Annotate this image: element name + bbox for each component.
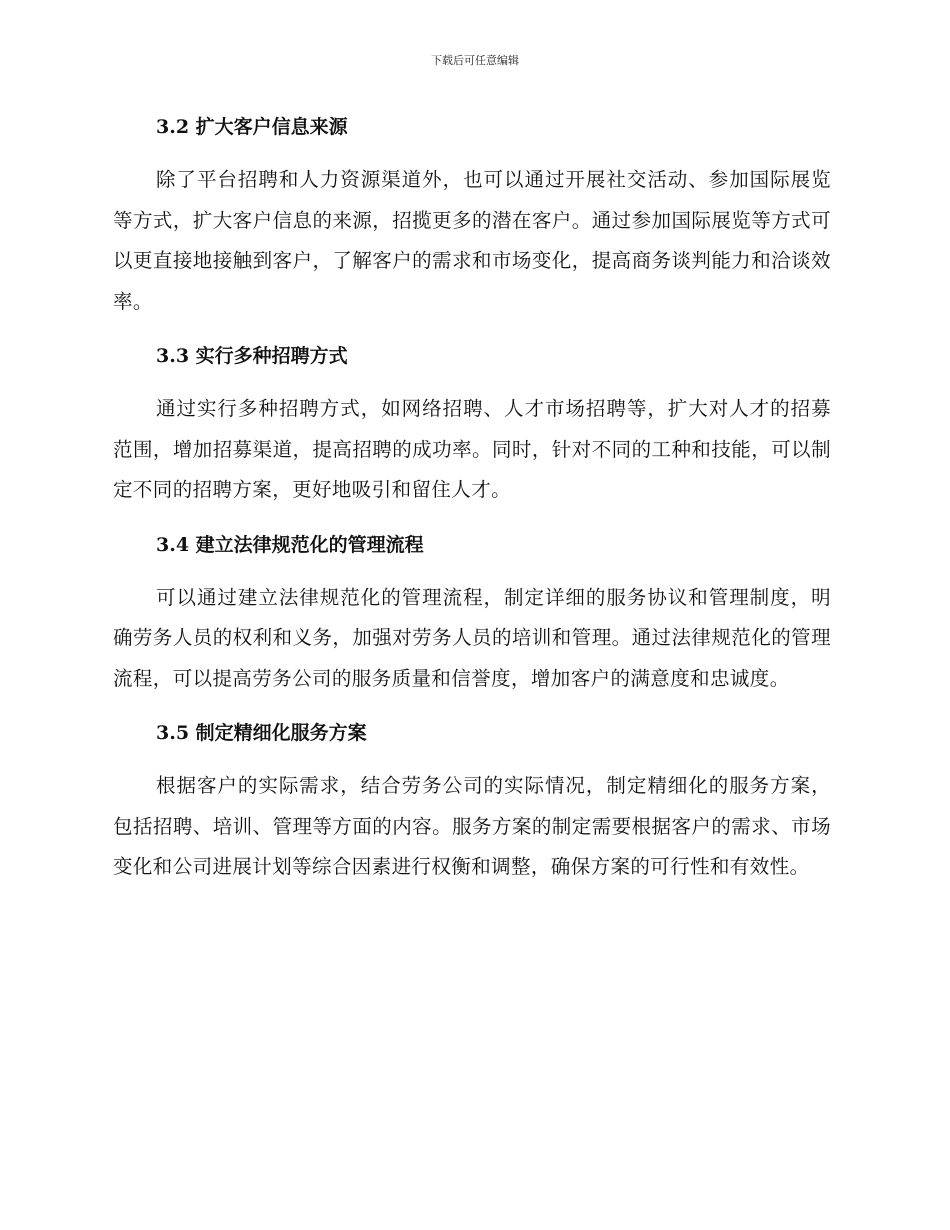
section-paragraph-3-3: 通过实行多种招聘方式，如网络招聘、人才市场招聘等，扩大对人才的招募范围，增加招募渠道，提高招聘的成功率。同时，针对不同的工种和技能，可以制定不同的招聘方案，更好地吸引和留住人才。 [113,397,831,501]
section-heading-3-3: 3.3 实行多种招聘方式 [156,345,348,367]
page-header: 下载后可任意编辑 [431,54,519,67]
section-paragraph-3-5: 根据客户的实际需求，结合劳务公司的实际情况，制定精细化的服务方案，包括招聘、培训、管理等方面的内容。服务方案的制定需要根据客户的需求、市场变化和公司进展计划等综合因素进行权衡和调整，确保方案的可行性和有效性。 [113,774,831,878]
section-paragraph-3-2: 除了平台招聘和人力资源渠道外，也可以通过开展社交活动、参加国际展览等方式，扩大客户信息的来源，招揽更多的潜在客户。通过参加国际展览等方式可以更直接地接触到客户，了解客户的需求和市场变化，提高商务谈判能力和洽谈效率。 [113,168,831,313]
section-heading-3-5: 3.5 制定精细化服务方案 [156,722,367,744]
document-body [113,106,831,888]
section-heading-3-4: 3.4 建立法律规范化的管理流程 [156,533,424,556]
section-heading-3-2: 3.2 扩大客户信息来源 [156,116,348,138]
section-paragraph-3-4: 可以通过建立法律规范化的管理流程，制定详细的服务协议和管理制度，明确劳务人员的权利和义务，加强对劳务人员的培训和管理。通过法律规范化的管理流程，可以提高劳务公司的服务质量和信誉度，增加客户的满意度和忠诚度。 [113,585,831,690]
